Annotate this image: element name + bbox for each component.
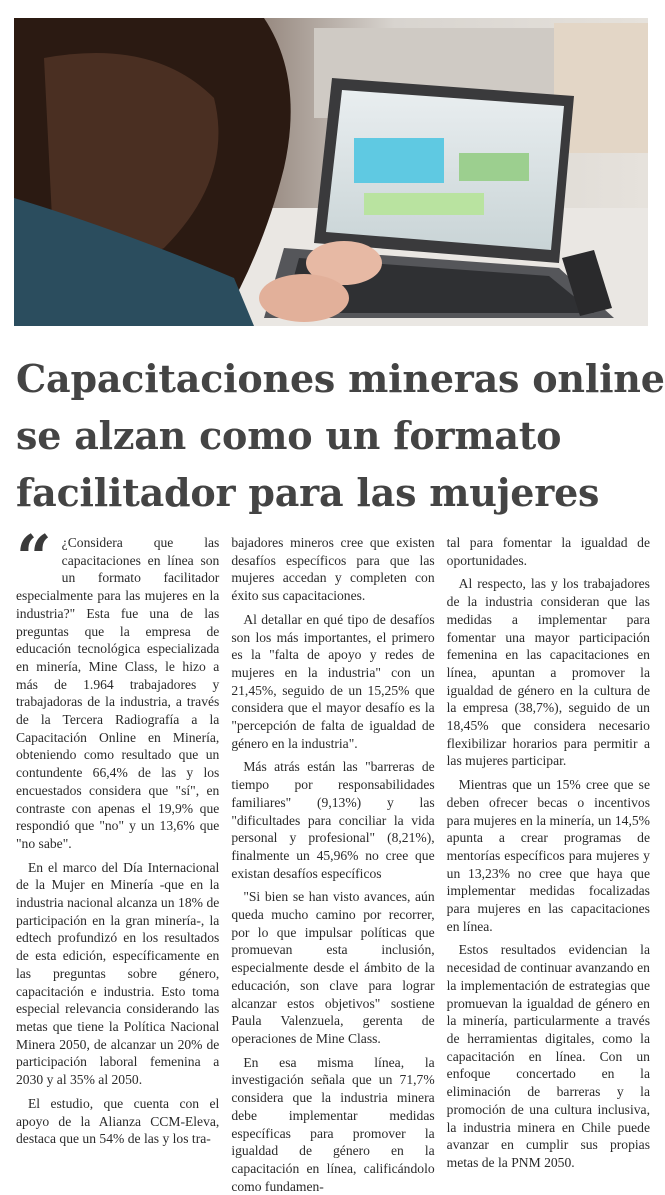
article-photo <box>14 18 648 326</box>
paragraph: tal para fomentar la igualdad de oportunidades. <box>446 535 650 568</box>
paragraph: Más atrás están las "barreras de tiempo por responsabilidades familiares" (9,13%) y las "dificultades para conciliar la vida personal y profesional" (8,21%), finalmente un 45,96% no cree que existan desafíos específicos <box>231 759 435 881</box>
article-body <box>16 521 650 1194</box>
paragraph: En esa misma línea, la investigación señala que un 71,7% considera que la industria minera debe implementar medidas específicas para promover la igualdad de género en la capacitación en línea, calificándolo como fundamen- <box>231 1054 435 1194</box>
article-column-2 <box>231 534 435 1194</box>
opening-quote-glyph: “ <box>16 521 52 594</box>
article-column-1 <box>16 521 220 1147</box>
paragraph: El estudio, que cuenta con el apoyo de la Alianza CCM-Eleva, destaca que un 54% de las y los tra- <box>16 1095 220 1147</box>
paragraph: Al detallar en qué tipo de desafíos son los más importantes, el primero es la "falta de apoyo y redes de mujeres en la industria" con un 21,45%, seguido de un 15,25% que considera que el mayor desafío es la "percepción de falta de igualdad de género en la industria". <box>231 611 435 751</box>
paragraph: bajadores mineros cree que existen desafíos específicos para que las mujeres accedan y completen con éxito sus capacitaciones. <box>231 535 435 604</box>
paragraph: Estos resultados evidencian la necesidad de continuar avanzando en la implementación de estrategias que promuevan la igualdad de género en la minería, particularmente a través de herramientas digitales, como la capacitación en línea. Con un enfoque concertado en la eliminación de barreras y la promoción de una cultura inclusiva, la industria minera en Chile puede avanzar en cumplir sus propias metas de la PNM 2050. <box>446 942 650 1170</box>
article-headline <box>16 350 665 521</box>
paragraph: En el marco del Día Internacional de la Mujer en Minería -que en la industria nacional alcanza un 18% de participación en la gran minería-, la edtech profundizó en los resultados de esta edición, específicamente en las preguntas sobre género, capacitación e industria. Esto toma especial relevancia considerando las metas que tiene la Política Nacional Minera 2050, de alcanzar un 20% de participación laboral femenina a 2030 y al 35% al 2050. <box>16 859 220 1088</box>
paragraph: ¿Considera que las capacitaciones en línea son un formato facilitador especialmente para las mujeres en la industria?" Esta fue una de las preguntas que la empresa de educación tecnológica especializada en minería, Mine Class, le hizo a más de 1.964 trabajadores y trabajadoras de la industria, a través de la Tercera Radiografía a la Capacitación Online en Minería, obteniendo como resultado que un contundente 66,4% de las y los encuestados considera que "sí", en contraste con apenas el 19,9% que respondió que "no" y un 13,6% que "no sabe". <box>16 535 220 851</box>
headline-line-1: Capacitaciones mineras online <box>16 356 665 401</box>
headline-line-3: facilitador para las mujeres <box>16 470 600 515</box>
paragraph: "Si bien se han visto avances, aún queda mucho camino por recorrer, por lo que impulsar políticas que promuevan esta inclusión, especialmente desde el ámbito de la educación, son clave para lograr alcanzar estos objetivos" sostiene Paula Valenzuela, gerenta de operaciones de Mine Class. <box>231 889 435 1046</box>
article-column-3 <box>446 534 650 1170</box>
paragraph: Mientras que un 15% cree que se deben ofrecer becas o incentivos para mujeres en la minería, un 14,5% apunta a crear programas de mentorías específicos para mujeres y un 13,23% no cree que haya que implementar medidas focalizadas para mujeres en las capacitaciones en línea. <box>446 777 650 934</box>
paragraph: Al respecto, las y los trabajadores de la industria consideran que las medidas a implementar para fomentar una mayor participación femenina en las capacitaciones en línea, apuntan a promover la igualdad de género en la cultura de la empresa (38,7%), seguido de un 18,45% que considera necesario flexibilizar horarios para permitir a las mujeres participar. <box>446 576 650 769</box>
headline-line-2: se alzan como un formato <box>16 413 562 458</box>
photo-woman-laptop-illustration <box>14 18 648 326</box>
